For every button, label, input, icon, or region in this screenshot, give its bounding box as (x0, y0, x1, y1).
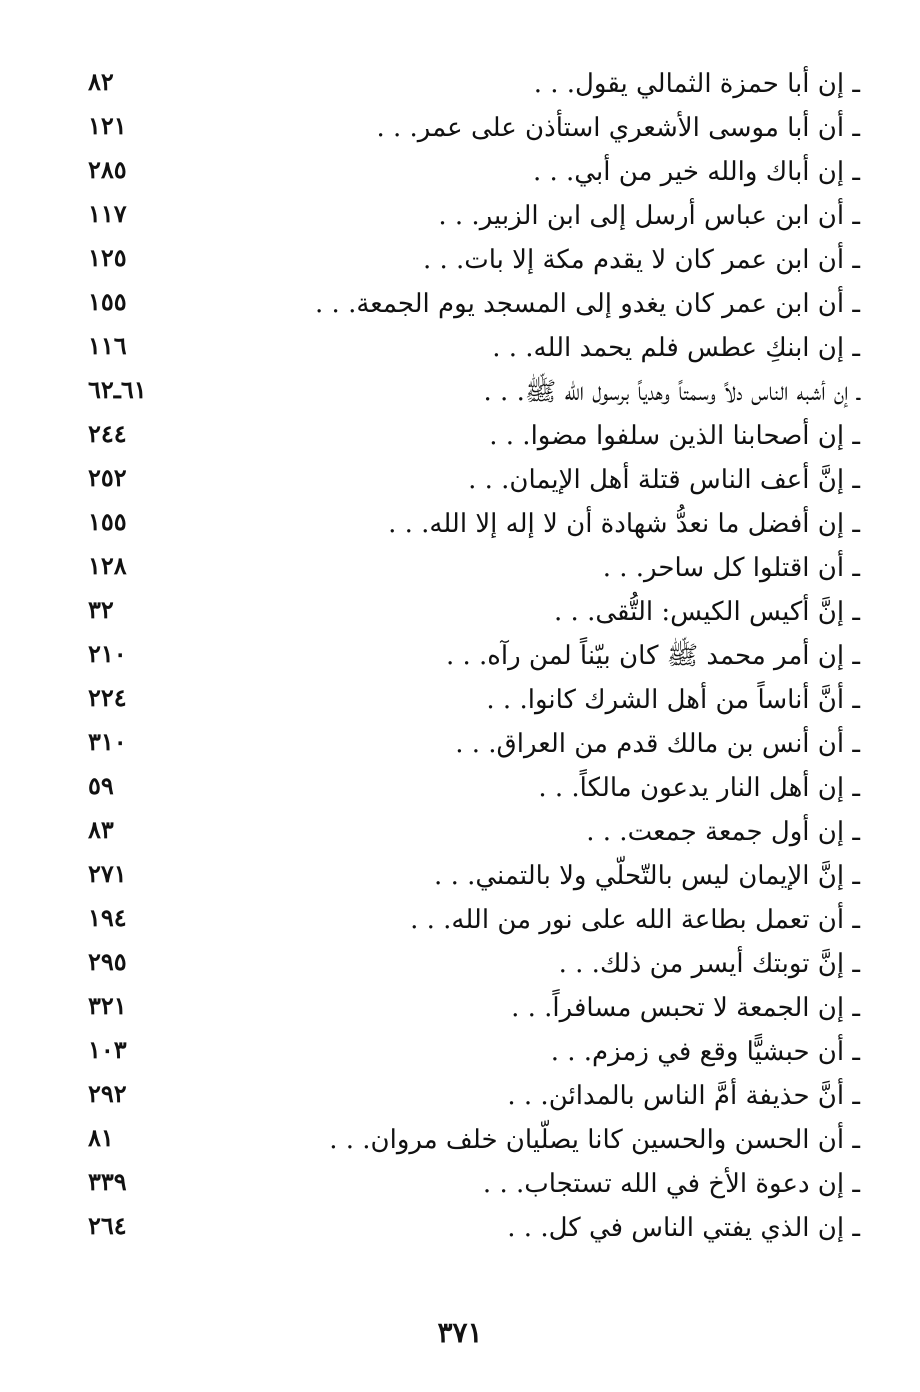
entry-text: ـ إنَّ الإيمان ليس بالتّحلّي ولا بالتمني. . . (434, 861, 860, 891)
index-entry (60, 546, 860, 590)
entry-page-ref: ٣٢ (88, 595, 114, 624)
entry-page-ref: ٢٢٤ (88, 683, 127, 712)
entry-text: ـ إن أول جمعة جمعت. . . (586, 817, 860, 847)
entry-text: ـ أن ابن عمر كان يغدو إلى المسجد يوم الجمعة. . . (315, 289, 860, 319)
entry-text: ـ إن أهل النار يدعون مالكاً. . . (538, 773, 860, 803)
entry-page-ref: ٢٥٢ (88, 463, 127, 492)
entry-text: ـ أن ابن عباس أرسل إلى ابن الزبير. . . (438, 201, 860, 231)
index-entry (60, 1074, 860, 1118)
index-entry (60, 62, 860, 106)
entry-page-ref: ١١٦ (88, 331, 127, 360)
page-number: ٣٧١ (437, 1316, 483, 1349)
index-entry (60, 502, 860, 546)
entry-text: ـ أن أنس بن مالك قدم من العراق. . . (455, 729, 860, 759)
entry-page-ref: ٨٣ (88, 815, 114, 844)
entry-text: ـ أن الحسن والحسين كانا يصلّيان خلف مروان. . . (329, 1125, 860, 1155)
entry-text: ـ إن ابنكِ عطس فلم يحمد الله. . . (492, 333, 860, 363)
entry-page-ref: ١٢١ (88, 111, 127, 140)
entry-text: ـ إن أبا حمزة الثمالي يقول. . . (533, 69, 860, 99)
entry-page-ref: ٨١ (88, 1123, 114, 1152)
index-entry (60, 370, 860, 414)
index-entry (60, 590, 860, 634)
entry-page-ref: ٣٢١ (88, 991, 127, 1020)
index-entry (60, 766, 860, 810)
entry-text: ـ إن أصحابنا الذين سلفوا مضوا. . . (489, 421, 860, 451)
entry-text: ـ إنَّ أكيس الكيس: التُّقى. . . (554, 597, 860, 627)
entry-page-ref: ٥٩ (88, 771, 114, 800)
entry-page-ref: ٢٩٢ (88, 1079, 127, 1108)
entry-page-ref: ٢٧١ (88, 859, 127, 888)
index-entry (60, 326, 860, 370)
entry-page-ref: ٣١٠ (88, 727, 127, 756)
index-entry (60, 414, 860, 458)
entry-page-ref: ١٢٥ (88, 243, 127, 272)
entry-text: ـ أن اقتلوا كل ساحر. . . (602, 553, 860, 583)
index-entry (60, 106, 860, 150)
entry-page-ref: ٢٤٤ (88, 419, 127, 448)
index-entry (60, 986, 860, 1030)
entry-page-ref: ٦١ـ٦٢ (88, 375, 147, 404)
index-entry (60, 678, 860, 722)
index-entry (60, 1206, 860, 1250)
entry-text: ـ إنَّ أعف الناس قتلة أهل الإيمان. . . (468, 465, 860, 495)
entry-page-ref: ٢١٠ (88, 639, 127, 668)
entry-page-ref: ٢٨٥ (88, 155, 127, 184)
entry-text: ـ إن أشبه الناس دلاً وسمتاً وهدياً برسول الله ﷺ. . . (483, 377, 860, 407)
entry-text: ـ إن أفضل ما نعدُّ شهادة أن لا إله إلا الله. . . (388, 509, 860, 539)
index-entry (60, 854, 860, 898)
entry-text: ـ إن أباك والله خير من أبي. . . (532, 157, 860, 187)
index-entry (60, 1030, 860, 1074)
entry-text: ـ أن أبا موسى الأشعري استأذن على عمر. . . (376, 113, 860, 143)
entry-text: ـ إن دعوة الأخ في الله تستجاب. . . (482, 1169, 860, 1199)
entry-page-ref: ١٥٥ (88, 507, 127, 536)
entry-page-ref: ١٢٨ (88, 551, 127, 580)
index-entry (60, 1162, 860, 1206)
entry-page-ref: ١٠٣ (88, 1035, 127, 1064)
entry-text: ـ إن الذي يفتي الناس في كل. . . (507, 1213, 860, 1243)
entry-page-ref: ٣٣٩ (88, 1167, 127, 1196)
entry-text: ـ أن ابن عمر كان لا يقدم مكة إلا بات. . . (422, 245, 860, 275)
index-entry (60, 194, 860, 238)
index-entry (60, 942, 860, 986)
entry-text: ـ أنَّ حذيفة أمَّ الناس بالمدائن. . . (507, 1081, 860, 1111)
entry-text: ـ إن أمر محمد ﷺ كان بيّناً لمن رآه. . . (445, 641, 860, 671)
index-entry (60, 150, 860, 194)
index-entry (60, 238, 860, 282)
entry-text: ـ أن تعمل بطاعة الله على نور من الله. . . (410, 905, 860, 935)
entry-text: ـ إنَّ توبتك أيسر من ذلك. . . (558, 949, 860, 979)
entry-text: ـ إن الجمعة لا تحبس مسافراً. . . (511, 993, 860, 1023)
entry-text: ـ أن حبشيًّا وقع في زمزم. . . (550, 1037, 860, 1067)
entry-page-ref: ١١٧ (88, 199, 127, 228)
index-entry (60, 458, 860, 502)
entry-page-ref: ١٩٤ (88, 903, 127, 932)
entry-page-ref: ٢٩٥ (88, 947, 127, 976)
index-entry (60, 722, 860, 766)
index-entry (60, 634, 860, 678)
index-list (60, 62, 860, 1250)
entry-page-ref: ١٥٥ (88, 287, 127, 316)
index-entry (60, 810, 860, 854)
index-entry (60, 282, 860, 326)
index-entry (60, 898, 860, 942)
entry-text: ـ أنَّ أناساً من أهل الشرك كانوا. . . (486, 685, 860, 715)
entry-page-ref: ٨٢ (88, 67, 114, 96)
index-entry (60, 1118, 860, 1162)
entry-page-ref: ٢٦٤ (88, 1211, 127, 1240)
